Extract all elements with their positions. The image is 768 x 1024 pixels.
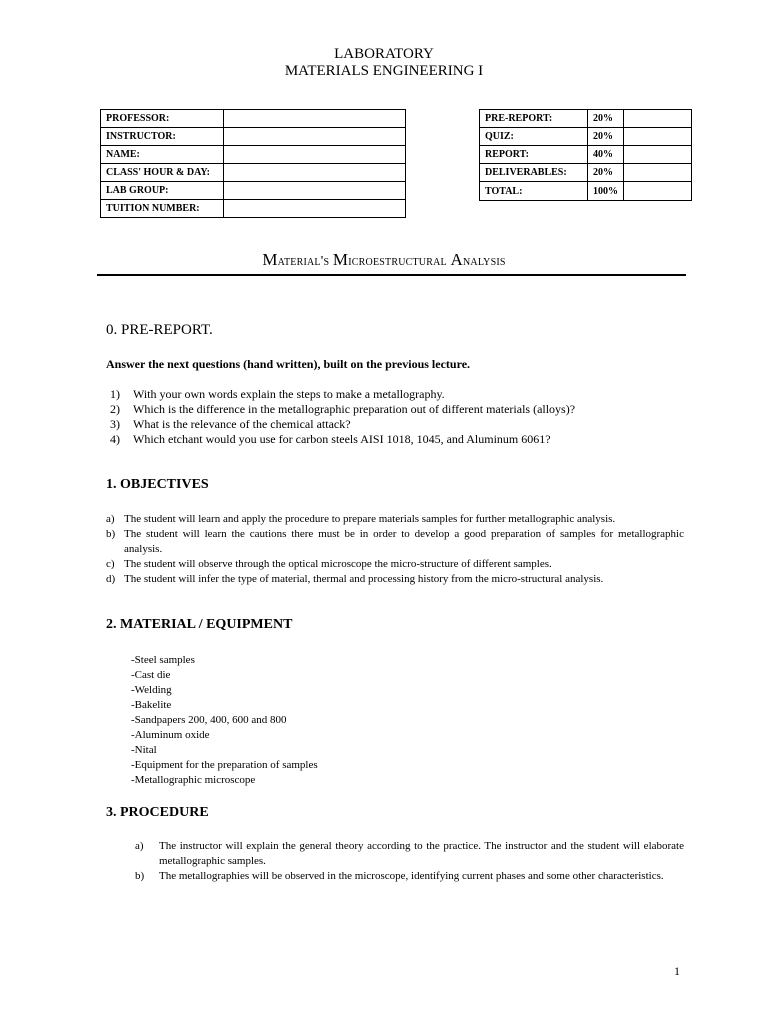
grade-percent: 20% bbox=[588, 164, 624, 182]
info-value bbox=[224, 200, 406, 218]
list-item: -Nital bbox=[131, 744, 157, 756]
grade-percent: 40% bbox=[588, 146, 624, 164]
grade-label: QUIZ: bbox=[480, 128, 588, 146]
table-row bbox=[101, 182, 406, 200]
page-number: 1 bbox=[674, 964, 680, 978]
list-item: a) The instructor will explain the general theory according to the practice. The instructor and the student will elaborate metallographic samples. bbox=[135, 840, 684, 867]
list-item: -Aluminum oxide bbox=[131, 729, 210, 741]
list-item: 4) Which etchant would you use for carbon steels AISI 1018, 1045, and Aluminum 6061? bbox=[110, 432, 551, 446]
equipment-heading: 2. MATERIAL / EQUIPMENT bbox=[106, 617, 293, 632]
list-item: -Equipment for the preparation of samples bbox=[131, 759, 318, 771]
grade-percent: 20% bbox=[588, 128, 624, 146]
list-item: d) The student will infer the type of material, thermal and processing history from the micro-structural analysis. bbox=[106, 573, 604, 585]
objectives-list bbox=[106, 512, 684, 587]
list-item: 2) Which is the difference in the metallographic preparation out of different materials (alloys)? bbox=[110, 402, 576, 416]
header-laboratory: LABORATORY bbox=[334, 46, 434, 62]
list-item: -Sandpapers 200, 400, 600 and 800 bbox=[131, 714, 287, 726]
info-value bbox=[224, 182, 406, 200]
grade-value bbox=[624, 110, 692, 128]
title-divider bbox=[97, 274, 686, 276]
grade-label: TOTAL: bbox=[480, 182, 588, 201]
equipment-list bbox=[131, 653, 318, 788]
info-label: NAME: bbox=[101, 146, 224, 164]
grade-percent: 100% bbox=[588, 182, 624, 201]
list-item: 1) With your own words explain the steps to make a metallography. bbox=[110, 387, 445, 401]
procedure-list bbox=[135, 839, 684, 884]
list-item: -Welding bbox=[131, 684, 172, 696]
list-item: b) The metallographies will be observed in the microscope, identifying current phases and some other characteristics. bbox=[135, 870, 664, 882]
info-label: PROFESSOR: bbox=[101, 110, 224, 128]
table-row bbox=[480, 182, 692, 201]
grade-value bbox=[624, 146, 692, 164]
list-item: a) The student will learn and apply the procedure to prepare materials samples for further metallographic analysis. bbox=[106, 513, 616, 525]
table-row bbox=[480, 110, 692, 128]
table-row bbox=[101, 128, 406, 146]
grade-label: DELIVERABLES: bbox=[480, 164, 588, 182]
table-row bbox=[101, 110, 406, 128]
grade-label: REPORT: bbox=[480, 146, 588, 164]
info-value bbox=[224, 128, 406, 146]
info-value bbox=[224, 146, 406, 164]
list-item: -Steel samples bbox=[131, 654, 195, 666]
pre-report-instruction: Answer the next questions (hand written), built on the previous lecture. bbox=[106, 357, 471, 371]
list-item: -Metallographic microscope bbox=[131, 774, 256, 786]
info-label: TUITION NUMBER: bbox=[101, 200, 224, 218]
grade-percent: 20% bbox=[588, 110, 624, 128]
grading-table bbox=[479, 109, 692, 201]
info-label: LAB GROUP: bbox=[101, 182, 224, 200]
list-item: -Bakelite bbox=[131, 699, 172, 711]
table-row bbox=[480, 128, 692, 146]
info-label: CLASS' HOUR & DAY: bbox=[101, 164, 224, 182]
pre-report-heading: 0. PRE-REPORT. bbox=[106, 322, 213, 338]
info-label: INSTRUCTOR: bbox=[101, 128, 224, 146]
document-title: Material's Microestructural Analysis bbox=[262, 250, 506, 269]
table-row bbox=[480, 164, 692, 182]
table-row bbox=[101, 164, 406, 182]
list-item: b) The student will learn the cautions there must be in order to develop a good preparation of samples for metallographic analysis. bbox=[106, 528, 684, 555]
info-value bbox=[224, 110, 406, 128]
header-course: MATERIALS ENGINEERING I bbox=[284, 63, 484, 79]
grade-label: PRE-REPORT: bbox=[480, 110, 588, 128]
grade-value bbox=[624, 164, 692, 182]
table-row bbox=[101, 200, 406, 218]
grade-value bbox=[624, 182, 692, 201]
list-item: -Cast die bbox=[131, 669, 171, 681]
objectives-heading: 1. OBJECTIVES bbox=[106, 477, 209, 492]
list-item: c) The student will observe through the optical microscope the micro-structure of different samples. bbox=[106, 558, 552, 570]
student-info-table bbox=[100, 109, 406, 218]
info-value bbox=[224, 164, 406, 182]
table-row bbox=[101, 146, 406, 164]
procedure-heading: 3. PROCEDURE bbox=[106, 805, 209, 820]
list-item: 3) What is the relevance of the chemical attack? bbox=[110, 417, 351, 431]
question-list bbox=[106, 387, 575, 447]
grade-value bbox=[624, 128, 692, 146]
table-row bbox=[480, 146, 692, 164]
